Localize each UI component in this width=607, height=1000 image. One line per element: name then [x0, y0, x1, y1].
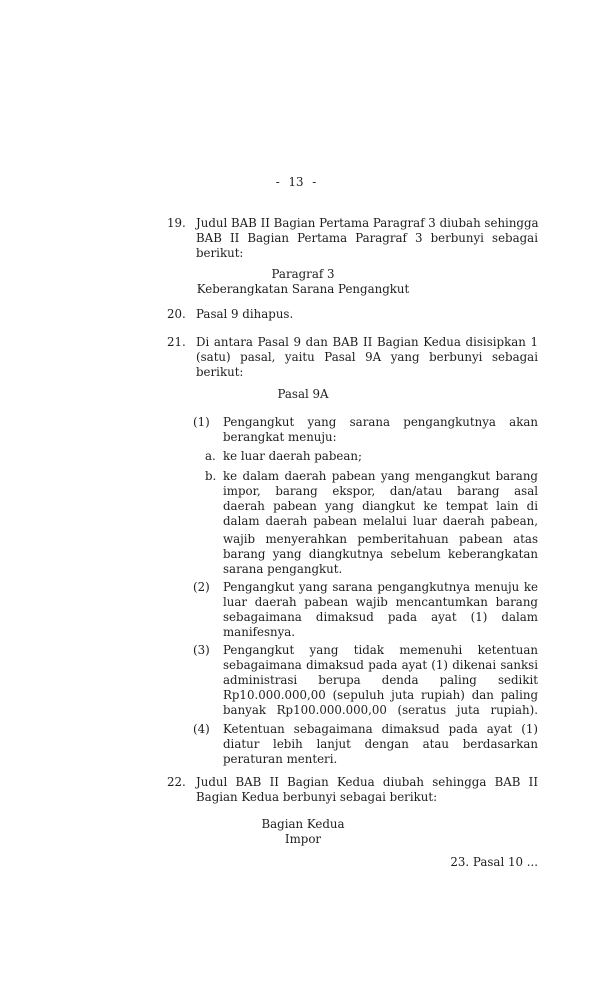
list-item-number: 22.	[167, 775, 186, 789]
heading-line: Paragraf 3	[271, 267, 335, 281]
list-item-text	[196, 775, 538, 805]
ayat-text	[223, 580, 538, 640]
text-line: Judul BAB II Bagian Kedua diubah sehingga BAB II	[196, 775, 538, 789]
text-line: BAB II Bagian Pertama Paragraf 3 berbunyi sebagai	[196, 231, 538, 245]
section-heading-pasal-9a	[196, 387, 410, 402]
text-line: barang yang diangkutnya sebelum keberangkatan	[223, 547, 538, 561]
text-line: Pengangkut yang sarana pengangkutnya menuju ke	[223, 580, 538, 594]
ayat-number: (2)	[193, 580, 210, 594]
text-line: ke luar daerah pabean;	[223, 449, 362, 463]
list-item-21	[167, 335, 538, 380]
list-item-text	[196, 307, 538, 322]
list-item-20	[167, 307, 538, 322]
text-line: Pengangkut yang tidak memenuhi ketentuan	[223, 643, 538, 657]
text-line: Ketentuan sebagaimana dimaksud pada ayat (1)	[223, 722, 538, 736]
ayat-item-1	[193, 415, 538, 577]
text-line: Pengangkut yang sarana pengangkutnya akan	[223, 415, 538, 429]
sub-item-letter: a.	[205, 449, 216, 463]
sub-list-item-b	[205, 469, 538, 529]
ayat-text	[223, 643, 538, 718]
catchword-next-item: 23. Pasal 10 ...	[450, 855, 538, 869]
text-line: sebagaimana dimaksud pada ayat (1) dalam	[223, 610, 538, 624]
section-heading-bagian-kedua	[196, 817, 410, 847]
list-item-text	[196, 335, 538, 380]
heading-line: Bagian Kedua	[261, 817, 345, 831]
text-line: Pasal 9 dihapus.	[196, 307, 294, 321]
heading-line: Keberangkatan Sarana Pengangkut	[196, 282, 410, 296]
text-line: (satu) pasal, yaitu Pasal 9A yang berbunyi sebagai	[196, 350, 538, 364]
text-line: sarana pengangkut.	[223, 562, 343, 576]
text-line: sebagaimana dimaksud pada ayat (1) dikenai sanksi	[223, 658, 538, 672]
sub-item-text	[223, 469, 538, 529]
text-line: manifesnya.	[223, 625, 296, 639]
ayat-item-2	[193, 580, 538, 640]
text-line: Judul BAB II Bagian Pertama Paragraf 3 diubah sehingga	[196, 216, 539, 230]
text-line: ke dalam daerah pabean yang mengangkut barang	[223, 469, 538, 483]
text-line: banyak Rp100.000.000,00 (seratus juta rupiah).	[223, 703, 538, 717]
ayat-number: (4)	[193, 722, 210, 736]
heading-line: Pasal 9A	[277, 387, 329, 401]
sub-item-text	[223, 449, 538, 464]
text-line: dalam daerah pabean melalui luar daerah pabean,	[223, 514, 538, 528]
text-line: berangkat menuju:	[223, 430, 337, 444]
ayat-text	[205, 415, 538, 577]
heading-line: Impor	[284, 832, 322, 846]
text-line: daerah pabean yang diangkut ke tempat lain di	[223, 499, 538, 513]
text-line: Rp10.000.000,00 (sepuluh juta rupiah) dan paling	[223, 688, 538, 702]
ayat-number: (1)	[193, 415, 210, 429]
sub-item-letter: b.	[205, 469, 217, 483]
list-item-text	[196, 216, 538, 261]
text-line: administrasi berupa denda paling sedikit	[223, 673, 538, 687]
text-line: Di antara Pasal 9 dan BAB II Bagian Kedua disisipkan 1	[196, 335, 538, 349]
text-line: impor, barang ekspor, dan/atau barang asal	[223, 484, 538, 498]
ayat-number: (3)	[193, 643, 210, 657]
document-body	[167, 216, 538, 870]
list-item-19	[167, 216, 538, 261]
text-line: wajib menyerahkan pemberitahuan pabean atas	[223, 532, 538, 546]
ayat-text	[223, 722, 538, 767]
ayat-item-3	[193, 643, 538, 718]
page-number: - 13 -	[275, 175, 317, 189]
ayat-item-4	[193, 722, 538, 767]
list-item-number: 21.	[167, 335, 186, 349]
text-line: luar daerah pabean wajib mencantumkan barang	[223, 595, 538, 609]
sub-list-item-a	[205, 449, 538, 464]
list-item-22	[167, 775, 538, 805]
list-item-number: 20.	[167, 307, 186, 321]
text-line: diatur lebih lanjut dengan atau berdasarkan	[223, 737, 538, 751]
list-item-number: 19.	[167, 216, 186, 230]
text-line: peraturan menteri.	[223, 752, 338, 766]
text-line: berikut:	[196, 365, 244, 379]
section-heading-paragraf-3	[196, 267, 410, 297]
text-line: Bagian Kedua berbunyi sebagai berikut:	[196, 790, 438, 804]
text-line: berikut:	[196, 246, 244, 260]
